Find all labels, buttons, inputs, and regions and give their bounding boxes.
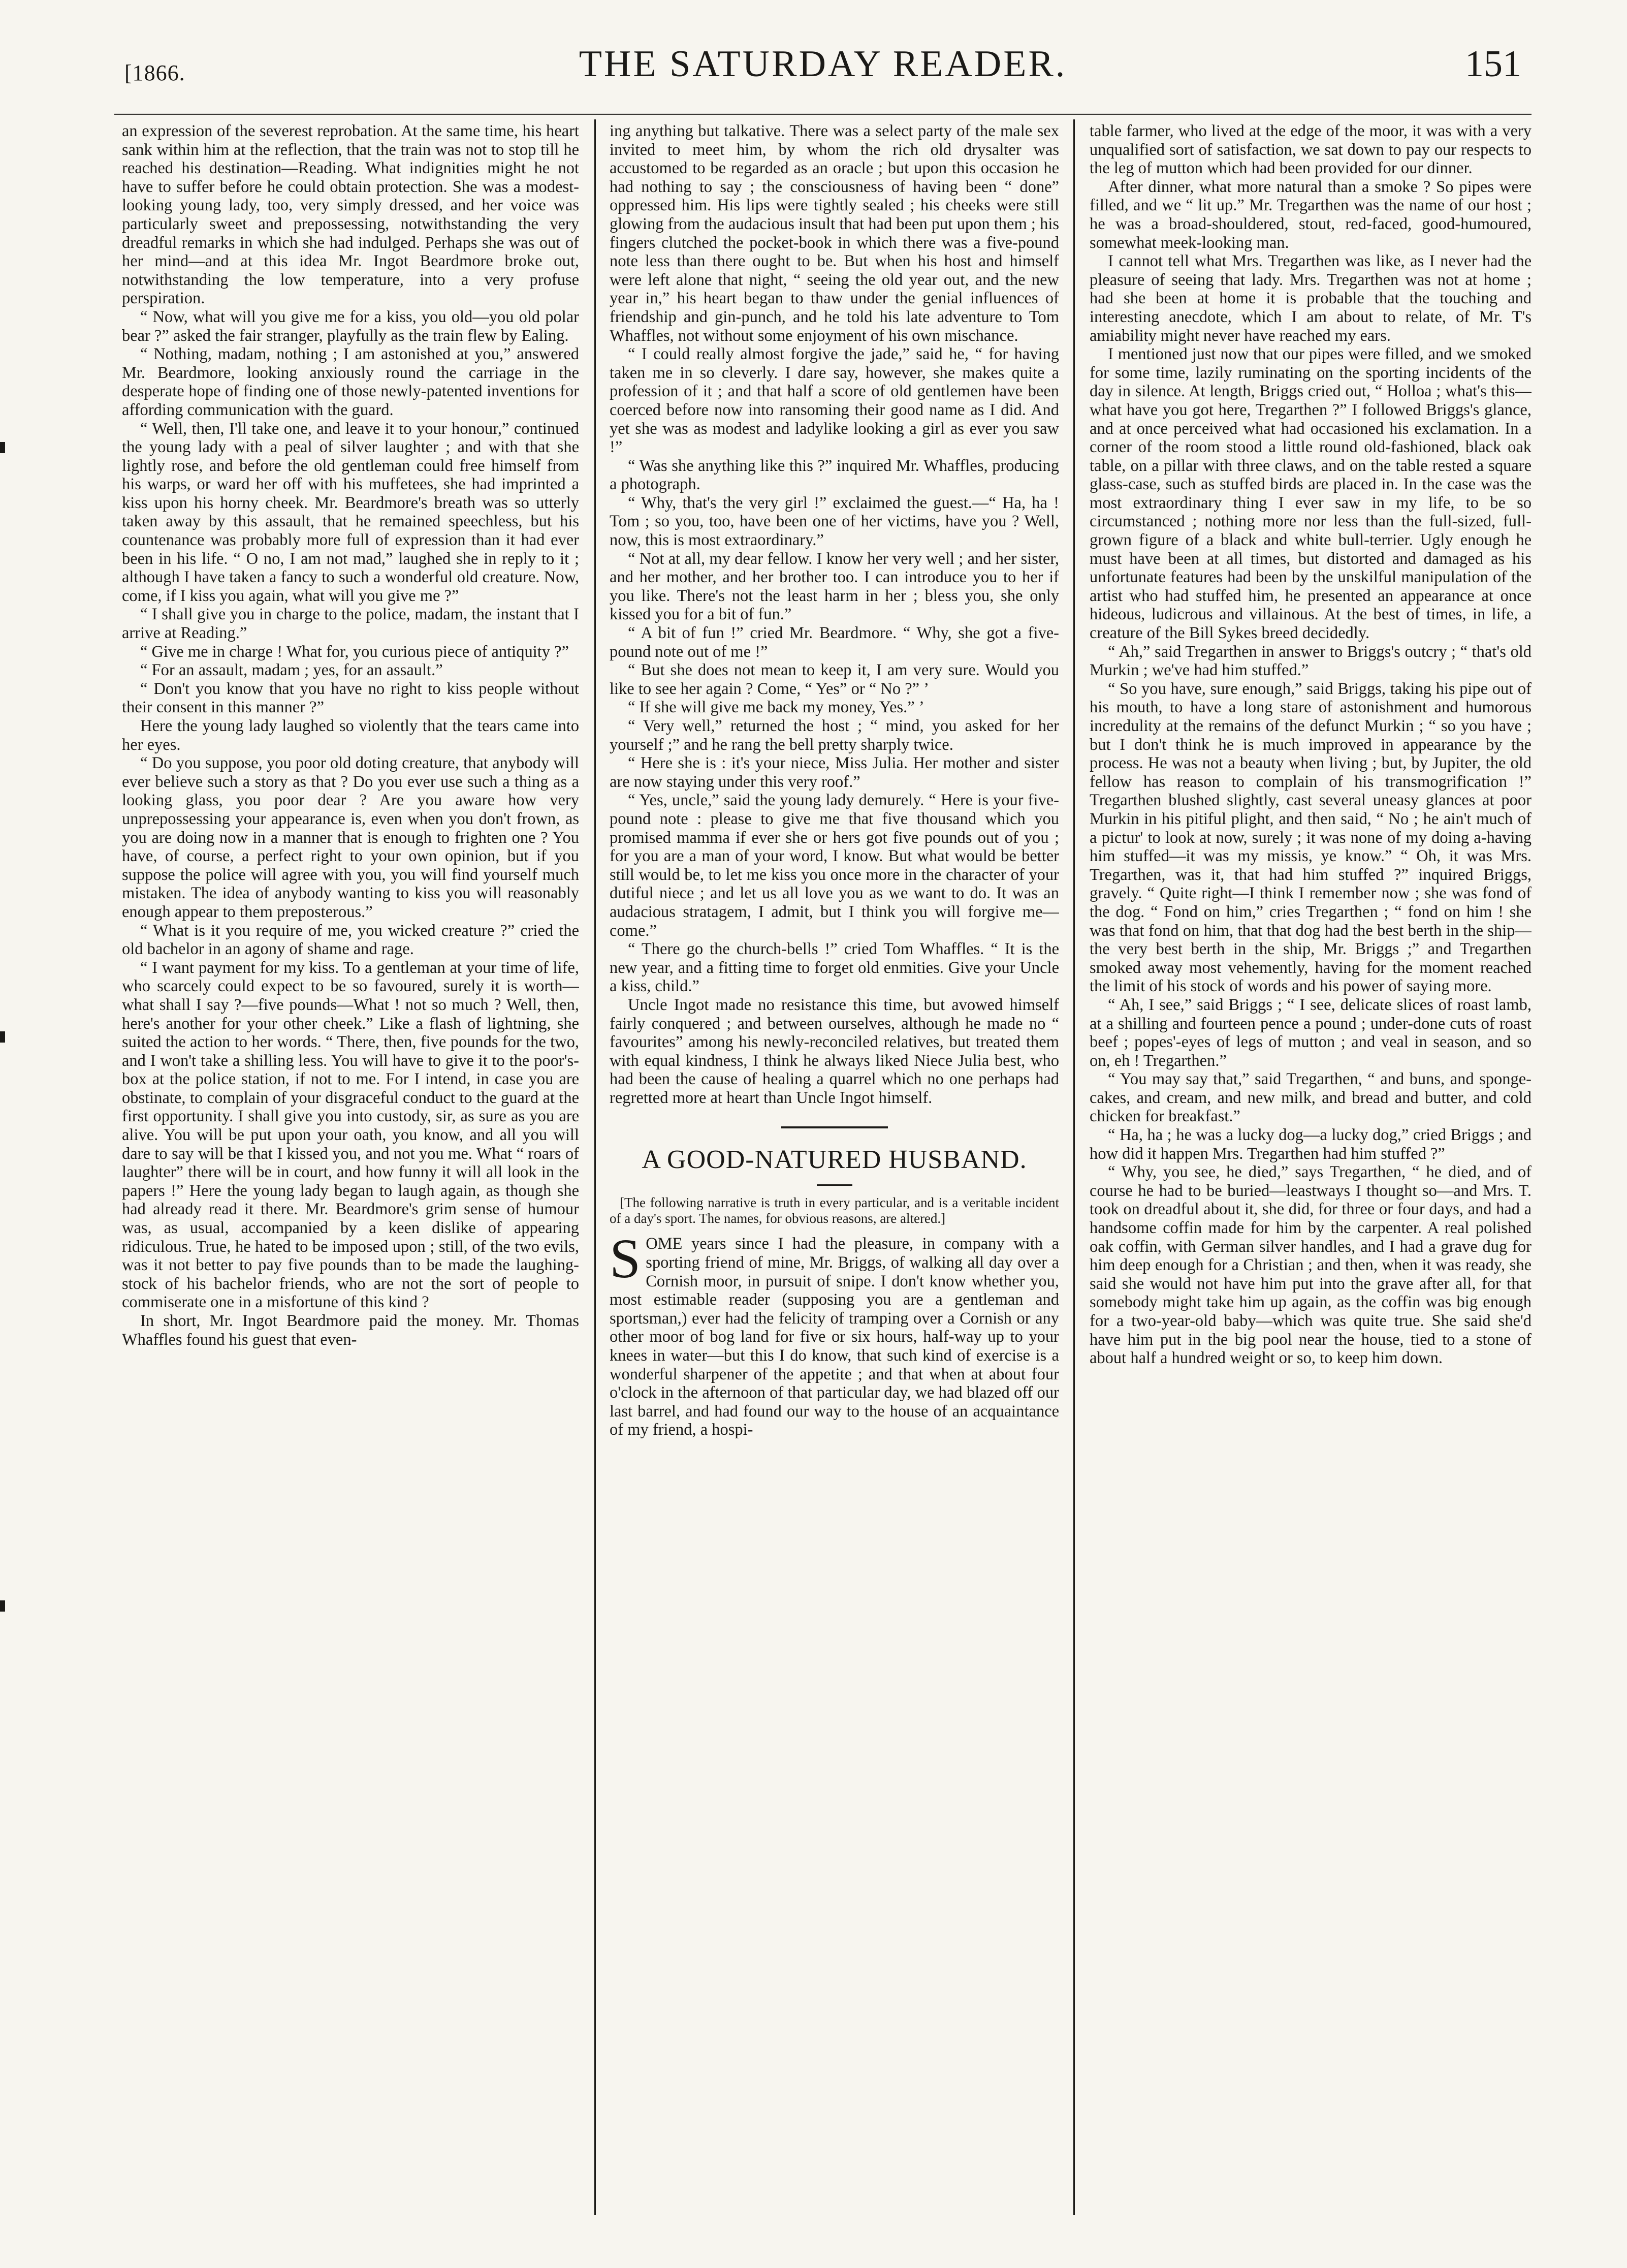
paragraph: In short, Mr. Ingot Beardmore paid the money. Mr. Thomas Whaffles found his guest that even- <box>122 1312 579 1349</box>
paragraph: After dinner, what more natural than a smoke ? So pipes were filled, and we “ lit up.” Mr. Tregarthen was the name of our host ; he was a broad-shouldered, stout, red-faced, good-humoured, somewhat meek-looking man. <box>1090 177 1532 252</box>
paragraph: “ I want payment for my kiss. To a gentleman at your time of life, who scarcely could expect to be so favoured, surely it is worth—what shall I say ?—five pounds—What ! not so much ? Well, then, here's another for your other cheek.” Like a flash of lightning, she suited the action to her words. “ There, then, five pounds for the two, and I won't take a shilling less. You will have to give it to the poor's-box at the police station, if not to me. For I intend, in case you are obstinate, to complain of your disgraceful conduct to the guard at the first opportunity. I shall give you into custody, sir, as sure as you are alive. You will be put upon your oath, you know, and all you will dare to say will be that I kissed you, and not you me. What “ roars of laughter” there will be in court, and how funny it will all look in the papers !” Here the young lady began to laugh again, as though she had already read it there. Mr. Beardmore's grim sense of humour was, as usual, accompanied by a keen dislike of appearing ridiculous. True, he hated to be imposed upon ; still, of the two evils, was it not better to pay five pounds than to be made the laughing-stock of his bachelor friends, who are not the sort of people to commiserate one in a misfortune of this kind ? <box>122 958 579 1312</box>
paragraph: “ Very well,” returned the host ; “ mind, you asked for her yourself ;” and he rang the bell pretty sharply twice. <box>610 717 1059 754</box>
paragraph: “ Here she is : it's your niece, Miss Julia. Her mother and sister are now staying under this very roof.” <box>610 754 1059 791</box>
paragraph: “ Nothing, madam, nothing ; I am astonished at you,” answered Mr. Beardmore, looking anxiously round the carriage in the desperate hope of finding one of those newly-patented inventions for affording communication with the guard. <box>122 345 579 419</box>
paragraph: “ But she does not mean to keep it, I am very sure. Would you like to see her again ? Come, “ Yes” or “ No ?” ’ <box>610 661 1059 698</box>
title-rule <box>817 1184 852 1186</box>
margin-mark <box>0 442 5 453</box>
masthead-title: THE SATURDAY READER. <box>579 43 1067 85</box>
opening-text: OME years since I had the pleasure, in company with a sporting friend of mine, Mr. Briggs, of walking all day over a Cornish moor, in pursuit of snipe. I don't know whether you, most estimable reader (supposing you are a gentleman and sportsman,) ever had the felicity of tramping over a Cornish or any other moor of bog land for five or six hours, half-way up to your knees in water—but this I do know, that such kind of exercise is a wonderful sharpener of the appetite ; and that when at about four o'clock in the afternoon of that particular day, we had blazed off our last barrel, and had found our way to the house of an acquaintance of my friend, a hospi- <box>610 1235 1059 1439</box>
paragraph: “ Don't you know that you have no right to kiss people without their consent in this manner ?” <box>122 679 579 717</box>
header-rule <box>114 113 1532 115</box>
paragraph: “ I shall give you in charge to the police, madam, the instant that I arrive at Reading.” <box>122 605 579 643</box>
column-divider <box>1073 119 1075 2215</box>
text-column-1 <box>122 122 579 2215</box>
paragraph: “ There go the church-bells !” cried Tom Whaffles. “ It is the new year, and a fitting time to forget old enmities. Give your Uncle a kiss, child.” <box>610 940 1059 996</box>
paragraph: “ Not at all, my dear fellow. I know her very well ; and her sister, and her mother, and her brother too. I can introduce you to her if you like. There's not the least harm in her ; bless you, she only kissed you for a bit of fun.” <box>610 549 1059 624</box>
paragraph: Uncle Ingot made no resistance this time, but avowed himself fairly conquered ; and between ourselves, although he made no “ favourites” among his newly-reconciled relatives, but treated them with equal kindness, I think he always liked Niece Julia best, who had been the cause of healing a quarrel which no one perhaps had regretted more at heart than Uncle Ingot himself. <box>610 995 1059 1107</box>
paragraph: “ I could really almost forgive the jade,” said he, “ for having taken me in so cleverly. I dare say, however, she makes quite a profession of it ; and that half a score of old gentlemen have been coerced before now into ransoming their good name as I did. And yet she was as modest and ladylike looking a girl as ever you saw !” <box>610 345 1059 457</box>
paragraph: an expression of the severest reprobation. At the same time, his heart sank within him at the reflection, that the train was not to stop till he reached his destination—Reading. What indignities might he not have to suffer before he could obtain protection. She was a modest-looking young lady, too, very simply dressed, and her voice was particularly sweet and prepossessing, notwithstanding the very dreadful remarks in which she had indulged. Perhaps she was out of her mind—and at this idea Mr. Ingot Beardmore broke out, notwithstanding the low temperature, into a very profuse perspiration. <box>122 122 579 308</box>
paragraph: “ Was she anything like this ?” inquired Mr. Whaffles, producing a photograph. <box>610 456 1059 494</box>
paragraph: “ Ah, I see,” said Briggs ; “ I see, delicate slices of roast lamb, at a shilling and fourteen pence a pound ; under-done cuts of roast beef ; popes'-eyes of legs of mutton ; and veal in season, and so on, eh ! Tregarthen.” <box>1090 995 1532 1070</box>
section-separator <box>781 1126 888 1128</box>
paragraph: “ Yes, uncle,” said the young lady demurely. “ Here is your five-pound note : please to give me that five thousand which you promised mamma if ever she or hers got five pounds out of you ; for you are a man of your word, I know. But what would be better still would be, to let me kiss you once more in the character of your dutiful niece ; and let us all love you as we want to do. It was an audacious stratagem, I admit, but I think you will forgive me—come.” <box>610 791 1059 940</box>
text-column-3 <box>1090 122 1532 2215</box>
issue-date: [1866. <box>124 60 185 85</box>
text-column-2 <box>610 122 1059 2215</box>
paragraph: “ You may say that,” said Tregarthen, “ and buns, and sponge-cakes, and cream, and new milk, and bread and butter, and cold chicken for breakfast.” <box>1090 1070 1532 1126</box>
paragraph: ing anything but talkative. There was a select party of the male sex invited to meet him, by whom the rich old drysalter was accustomed to be regarded as an oracle ; but upon this occasion he had nothing to say ; the consciousness of having been “ done” oppressed him. His lips were tightly sealed ; his cheeks were still glowing from the audacious insult that had been put upon them ; his fingers clutched the pocket-book in which there was a five-pound note less than there ought to be. But when his host and himself were left alone that night, “ seeing the old year out, and the new year in,” his heart began to thaw under the genial influences of friendship and gin-punch, and he told his late adventure to Tom Whaffles, not without some enjoyment of his own mischance. <box>610 122 1059 345</box>
paragraph: “ For an assault, madam ; yes, for an assault.” <box>140 661 443 680</box>
paragraph: I mentioned just now that our pipes were filled, and we smoked for some time, lazily ruminating on the sporting incidents of the day in silence. At length, Briggs cried out, “ Holloa ; what's this—what have you got here, Tregarthen ?” I followed Briggs's glance, and at once perceived what had occasioned his exclamation. In a corner of the room stood a little round old-fashioned, black oak table, on a pillar with three claws, and on the table rested a square glass-case, such as stuffed birds are placed in. In the case was the most extraordinary thing I ever saw in my life, to be so circumstanced ; nothing more nor less than the full-sized, full-grown figure of a black and white bull-terrier. Ugly enough he must have been at all times, but distorted and damaged as his unfortunate features had been by the unskilful manipulation of the artist who had stuffed him, he presented an appearance at once hideous, ludicrous and villainous. At the best of times, in life, a creature of the Bill Sykes breed decidedly. <box>1090 345 1532 643</box>
paragraph: “ So you have, sure enough,” said Briggs, taking his pipe out of his mouth, to have a long stare of astonishment and humorous incredulity at the remains of the defunct Murkin ; “ so you have ; but I don't think he is much improved in appearance by the process. He was not a beauty when living ; but, by Jupiter, the old fellow has reason to complain of his transmogrification !” Tregarthen blushed slightly, cast several uneasy glances at poor Murkin in his pitiful plight, and then said, “ No ; he ain't much of a pictur' to look at now, surely ; it was none of my doing a-having him stuffed—it was my missis, ye know.” “ Oh, it was Mrs. Tregarthen, was it, that had him stuffed ?” inquired Briggs, gravely. “ Quite right—I think I remember now ; she was fond of the dog. “ Fond on him,” cries Tregarthen ; “ fond on him ! she was that fond on him, that that dog had the best berth in the ship—the very best berth in the ship, Mr. Briggs ;” and Tregarthen smoked away most vehemently, having for the moment reached the limit of his stock of words and his power of saying more. <box>1090 679 1532 996</box>
paragraph: Here the young lady laughed so violently that the tears came into her eyes. <box>122 717 579 754</box>
paragraph: “ Now, what will you give me for a kiss, you old—you old polar bear ?” asked the fair stranger, playfully as the train flew by Ealing. <box>122 307 579 345</box>
drop-cap: S <box>610 1227 641 1290</box>
story-opening <box>610 1227 1059 1439</box>
margin-mark <box>0 1600 5 1612</box>
paragraph: “ Give me in charge ! What for, you curious piece of antiquity ?” <box>140 642 569 661</box>
paragraph: “ Well, then, I'll take one, and leave it to your honour,” continued the young lady with a peal of silver laughter ; and with that she lightly rose, and before the old gentleman could free himself from his warps, or ward her off with his muffetees, she had imprinted a kiss upon his horny cheek. Mr. Beardmore's breath was so utterly taken away by this assault, that he remained speechless, but his countenance was probably more full of expression than it had ever been in his life. “ O no, I am not mad,” laughed she in reply to it ; although I have taken a fancy to such a wonderful old creature. Now, come, if I kiss you again, what will you give me ?” <box>122 419 579 605</box>
paragraph: “ Why, that's the very girl !” exclaimed the guest.—“ Ha, ha ! Tom ; so you, too, have been one of her victims, have you ? Well, now, this is most extraordinary.” <box>610 493 1059 550</box>
paragraph: “ Why, you see, he died,” says Tregarthen, “ he died, and of course he had to be buried—leastways I thought so—and Mrs. T. took on dreadful about it, she did, for three or four days, and had a handsome coffin made for him by the carpenter. A real polished oak coffin, with German silver handles, and I had a grave dug for him deep enough for a Christian ; and then, when it was ready, she said she would not have him put into the grave after all, for that somebody might take him up again, as the coffin was big enough for a two-year-old baby—which was quite true. She said she'd have him put in the big pool near the house, tied to a stone of about half a hundred weight or so, to keep him down. <box>1090 1163 1532 1368</box>
editor-note: [The following narrative is truth in every particular, and is a veritable incident of a day's sport. The names, for obvious reasons, are altered.] <box>610 1195 1059 1226</box>
paragraph: I cannot tell what Mrs. Tregarthen was like, as I never had the pleasure of seeing that lady. Mrs. Tregarthen was not at home ; had she been at home it is probable that the touching and interesting anecdote, which I am about to relate, of Mr. T's amiability might never have reached my ears. <box>1090 252 1532 345</box>
page-header <box>114 40 1532 116</box>
column-divider <box>594 119 596 2215</box>
paragraph: “ Ah,” said Tregarthen in answer to Briggs's outcry ; “ that's old Murkin ; we've had him stuffed.” <box>1090 642 1532 680</box>
margin-mark <box>0 1031 5 1043</box>
paragraph: “ What is it you require of me, you wicked creature ?” cried the old bachelor in an agony of shame and rage. <box>122 921 579 959</box>
paragraph: “ Do you suppose, you poor old doting creature, that anybody will ever believe such a story as that ? Do you ever use such a thing as a looking glass, you poor dear ? Are you aware how very unprepossessing your appearance is, even when you don't frown, as you are doing now in a manner that is enough to frighten one ? You have, of course, a perfect right to your own opinion, but if you suppose the police will agree with you, you will find yourself much mistaken. The idea of anybody wanting to kiss you will reasonably enough appear to them preposterous.” <box>122 754 579 921</box>
page-number: 151 <box>1465 43 1521 85</box>
paragraph: “ If she will give me back my money, Yes.” ’ <box>628 698 924 717</box>
paragraph: table farmer, who lived at the edge of the moor, it was with a very unqualified sort of satisfaction, we sat down to pay our respects to the leg of mutton which had been provided for our dinner. <box>1090 122 1532 178</box>
paragraph: “ Ha, ha ; he was a lucky dog—a lucky dog,” cried Briggs ; and how did it happen Mrs. Tregarthen had him stuffed ?” <box>1090 1126 1532 1163</box>
paragraph: “ A bit of fun !” cried Mr. Beardmore. “ Why, she got a five-pound note out of me !” <box>610 624 1059 661</box>
section-title: A GOOD-NATURED HUSBAND. <box>642 1145 1027 1175</box>
